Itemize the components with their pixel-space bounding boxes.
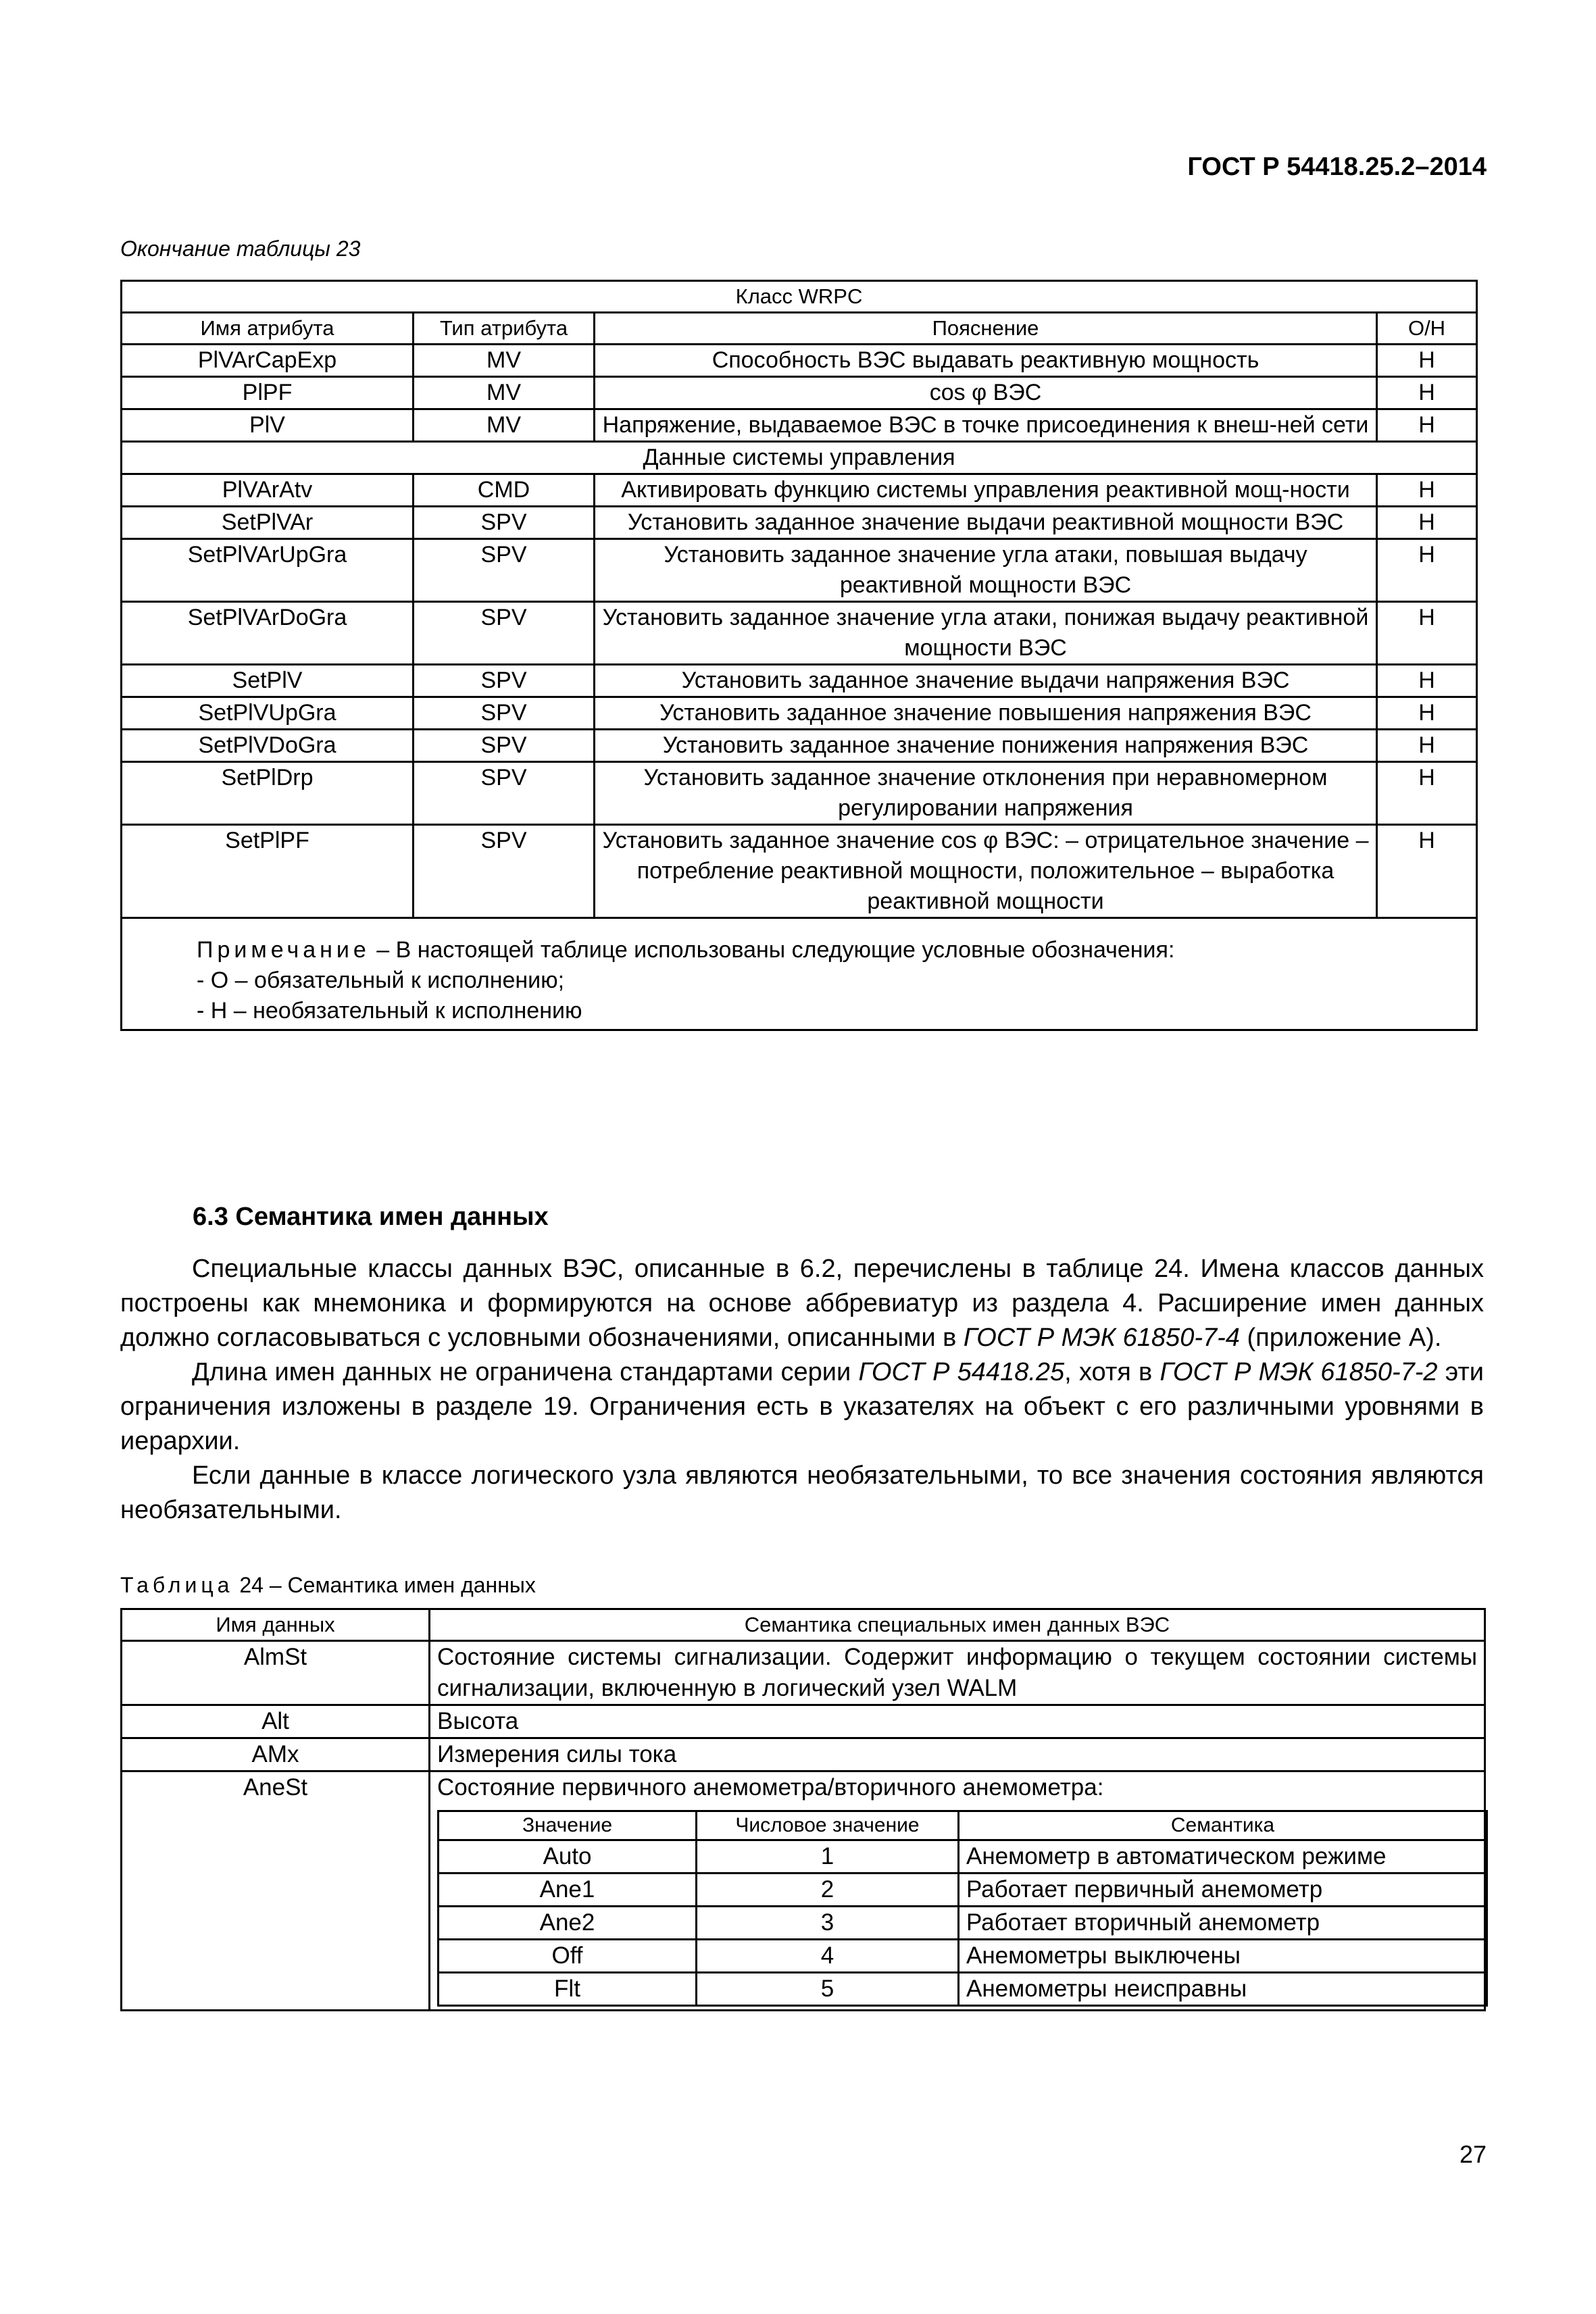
attribute-type: SPV	[414, 539, 595, 602]
semantics-cell: Состояние системы сигнализации. Содержит информацию о текущем состоянии системы сигнализации, включенную в логический узел WALM	[430, 1641, 1485, 1705]
attribute-description: cos φ ВЭС	[595, 377, 1377, 409]
attribute-description: Установить заданное значение отклонения при неравномерном регулировании напряжения	[595, 762, 1377, 825]
value-cell: Auto	[439, 1840, 697, 1873]
standard-reference: ГОСТ Р МЭК 61850-7-4	[963, 1324, 1240, 1352]
body-text	[120, 1252, 1484, 1528]
attribute-requirement: Н	[1377, 507, 1477, 539]
table-row	[122, 825, 1477, 918]
standard-reference: ГОСТ Р 54418.25	[858, 1358, 1065, 1386]
table-row	[122, 1641, 1485, 1705]
table-row	[122, 507, 1477, 539]
column-header: Семантика	[959, 1811, 1487, 1840]
attribute-name: SetPlPF	[122, 825, 414, 918]
table-note	[122, 918, 1477, 1030]
data-name-cell: Alt	[122, 1705, 430, 1738]
attribute-name: PlV	[122, 409, 414, 442]
table-row	[439, 1973, 1487, 2006]
table-row	[122, 409, 1477, 442]
table-row	[122, 474, 1477, 507]
attribute-requirement: Н	[1377, 602, 1477, 665]
attribute-description: Установить заданное значение понижения напряжения ВЭС	[595, 730, 1377, 762]
note-label: Примечание	[197, 937, 370, 963]
table-row	[122, 665, 1477, 697]
data-name-cell: AneSt	[122, 1771, 430, 2011]
column-header: Значение	[439, 1811, 697, 1840]
attribute-description: Напряжение, выдаваемое ВЭС в точке присоединения к внеш-ней сети	[595, 409, 1377, 442]
attribute-name: SetPlVUpGra	[122, 697, 414, 730]
data-name-cell: AlmSt	[122, 1641, 430, 1705]
attribute-requirement: Н	[1377, 409, 1477, 442]
semantics-cell	[430, 1771, 1485, 2011]
attribute-description: Способность ВЭС выдавать реактивную мощность	[595, 345, 1377, 377]
column-header: Тип атрибута	[414, 313, 595, 345]
standard-reference: ГОСТ Р МЭК 61850-7-2	[1159, 1358, 1438, 1386]
attribute-type: MV	[414, 377, 595, 409]
attribute-requirement: Н	[1377, 825, 1477, 918]
attribute-requirement: Н	[1377, 665, 1477, 697]
value-cell: Ane1	[439, 1873, 697, 1907]
attribute-name: PlVArAtv	[122, 474, 414, 507]
data-name-cell: AMx	[122, 1738, 430, 1771]
numeric-value-cell: 1	[697, 1840, 959, 1873]
attribute-type: MV	[414, 345, 595, 377]
attribute-name: SetPlV	[122, 665, 414, 697]
section-title: 6.3 Семантика имен данных	[193, 1203, 549, 1231]
table-23	[120, 280, 1478, 1031]
attribute-description: Установить заданное значение повышения напряжения ВЭС	[595, 697, 1377, 730]
attribute-description: Установить заданное значение угла атаки, повышая выдачу реактивной мощности ВЭС	[595, 539, 1377, 602]
class-title: Класс WRPC	[122, 281, 1477, 313]
semantics-cell: Работает первичный анемометр	[959, 1873, 1487, 1907]
semantics-cell: Работает вторичный анемометр	[959, 1907, 1487, 1940]
table-row	[122, 602, 1477, 665]
semantics-cell: Анемометр в автоматическом режиме	[959, 1840, 1487, 1873]
attribute-type: SPV	[414, 762, 595, 825]
attribute-name: PlVArCapExp	[122, 345, 414, 377]
semantics-cell: Измерения силы тока	[430, 1738, 1485, 1771]
attribute-type: CMD	[414, 474, 595, 507]
numeric-value-cell: 4	[697, 1940, 959, 1973]
table-row	[122, 730, 1477, 762]
numeric-value-cell: 2	[697, 1873, 959, 1907]
table-row	[122, 1771, 1485, 2011]
attribute-name: SetPlVDoGra	[122, 730, 414, 762]
attribute-name: PlPF	[122, 377, 414, 409]
attribute-requirement: Н	[1377, 474, 1477, 507]
column-header: Пояснение	[595, 313, 1377, 345]
attribute-type: SPV	[414, 697, 595, 730]
table-row	[439, 1840, 1487, 1873]
paragraph: Специальные классы данных ВЭС, описанные в 6.2, перечислены в таблице 24. Имена классов данных построены как мнемоника и формируются на основе аббревиатур из раздела 4. Расширение имен данных должно согласовываться с условными обозначениями, описанными в ГОСТ Р МЭК 61850-7-4 (приложение А).	[120, 1255, 1484, 1352]
anest-description: Состояние первичного анемометра/вторичного анемометра:	[437, 1774, 1104, 1801]
attribute-description: Установить заданное значение угла атаки, понижая выдачу реактивной мощности ВЭС	[595, 602, 1377, 665]
column-header: Семантика специальных имен данных ВЭС	[430, 1609, 1485, 1641]
column-header: Имя атрибута	[122, 313, 414, 345]
attribute-type: SPV	[414, 665, 595, 697]
page-number: 27	[1459, 2140, 1487, 2168]
table24-caption: Таблица 24 – Семантика имен данных	[120, 1573, 536, 1597]
attribute-type: MV	[414, 409, 595, 442]
table-row	[122, 539, 1477, 602]
note-text: – В настоящей таблице использованы следующие условные обозначения:	[370, 937, 1175, 963]
attribute-type: SPV	[414, 507, 595, 539]
table-24	[120, 1608, 1486, 2011]
table-row	[122, 1738, 1485, 1771]
table-row	[122, 377, 1477, 409]
paragraph: Если данные в классе логического узла являются необязательными, то все значения состояния являются необязательными.	[120, 1461, 1484, 1524]
semantics-cell: Высота	[430, 1705, 1485, 1738]
value-cell: Ane2	[439, 1907, 697, 1940]
paragraph: Длина имен данных не ограничена стандартами серии ГОСТ Р 54418.25, хотя в ГОСТ Р МЭК 61850-7-2 эти ограничения изложены в разделе 19. Ограничения есть в указателях на объект с его различными уровнями в иерархии.	[120, 1358, 1484, 1455]
note-item: - Н – необязательный к исполнению	[197, 998, 582, 1024]
document-code: ГОСТ Р 54418.25.2–2014	[1187, 153, 1487, 181]
section-label: Данные системы управления	[122, 442, 1477, 474]
table-row	[122, 762, 1477, 825]
value-cell: Off	[439, 1940, 697, 1973]
value-cell: Flt	[439, 1973, 697, 2006]
attribute-description: Установить заданное значение выдачи реактивной мощности ВЭС	[595, 507, 1377, 539]
attribute-name: SetPlVArUpGra	[122, 539, 414, 602]
table-row	[439, 1907, 1487, 1940]
column-header: Числовое значение	[697, 1811, 959, 1840]
attribute-type: SPV	[414, 730, 595, 762]
attribute-name: SetPlDrp	[122, 762, 414, 825]
attribute-name: SetPlVArDoGra	[122, 602, 414, 665]
table-row	[439, 1940, 1487, 1973]
table23-caption: Окончание таблицы 23	[120, 236, 361, 261]
anest-values-table	[437, 1810, 1488, 2007]
attribute-requirement: Н	[1377, 697, 1477, 730]
attribute-requirement: Н	[1377, 377, 1477, 409]
table-row	[122, 345, 1477, 377]
numeric-value-cell: 3	[697, 1907, 959, 1940]
attribute-type: SPV	[414, 602, 595, 665]
semantics-cell: Анемометры неисправны	[959, 1973, 1487, 2006]
table-row	[439, 1873, 1487, 1907]
numeric-value-cell: 5	[697, 1973, 959, 2006]
note-item: - О – обязательный к исполнению;	[197, 967, 565, 993]
attribute-requirement: Н	[1377, 345, 1477, 377]
attribute-description: Установить заданное значение cos φ ВЭС: – отрицательное значение – потребление реактивной мощности, положительное – выработка реактивной мощности	[595, 825, 1377, 918]
attribute-description: Установить заданное значение выдачи напряжения ВЭС	[595, 665, 1377, 697]
attribute-type: SPV	[414, 825, 595, 918]
table-row	[122, 1705, 1485, 1738]
column-header: Имя данных	[122, 1609, 430, 1641]
attribute-requirement: Н	[1377, 762, 1477, 825]
table-row	[122, 697, 1477, 730]
semantics-cell: Анемометры выключены	[959, 1940, 1487, 1973]
attribute-requirement: Н	[1377, 539, 1477, 602]
attribute-name: SetPlVAr	[122, 507, 414, 539]
column-header: О/Н	[1377, 313, 1477, 345]
attribute-description: Активировать функцию системы управления реактивной мощ-ности	[595, 474, 1377, 507]
attribute-requirement: Н	[1377, 730, 1477, 762]
